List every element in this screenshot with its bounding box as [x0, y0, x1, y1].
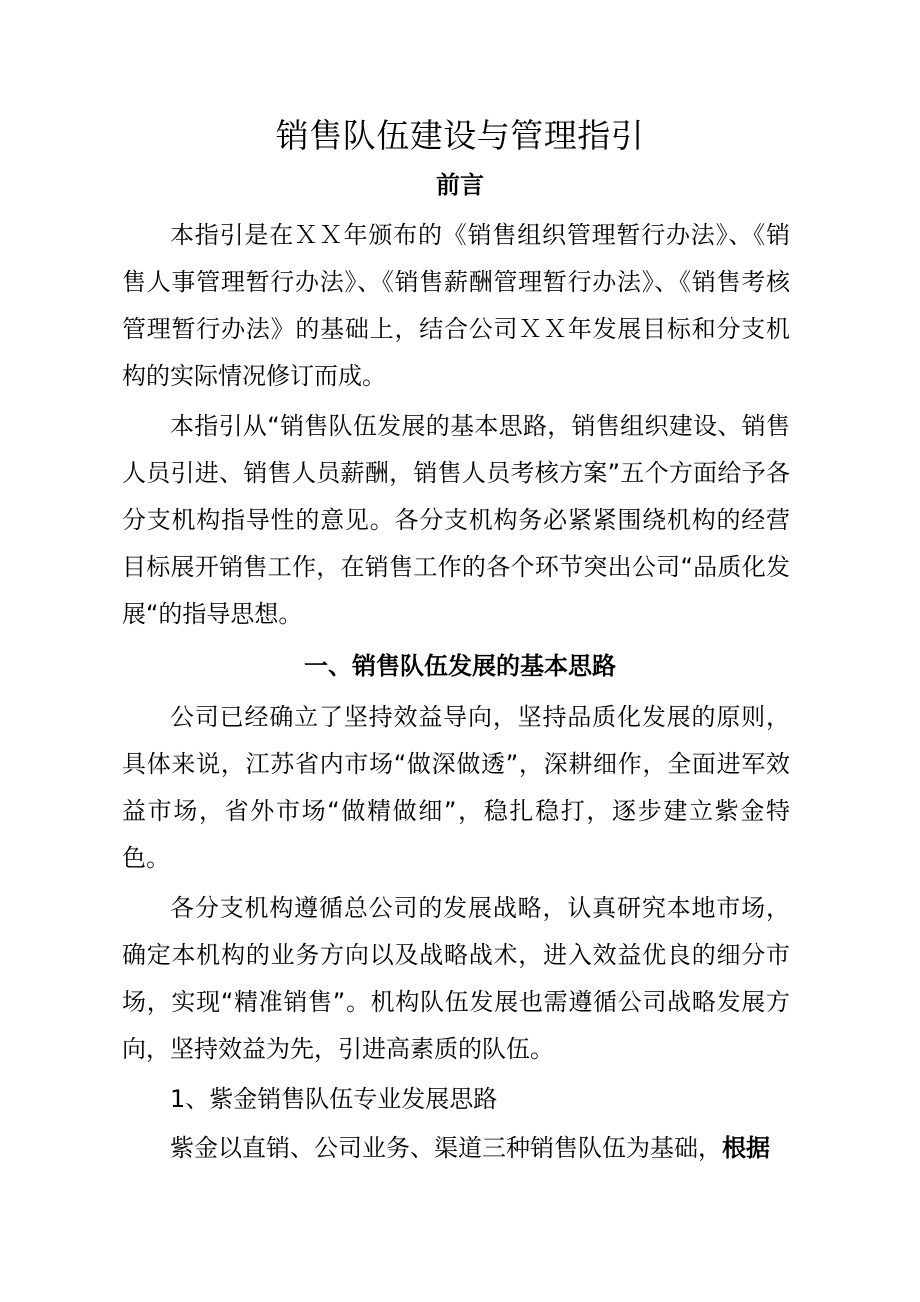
- document-title: 销售队伍建设与管理指引: [275, 116, 645, 155]
- preface-paragraph-1: 本指引是在ＸＸ年颁布的《销售组织管理暂行办法》、《销售人事管理暂行办法》、《销售薪酬管理暂行办法》、《销售考核管理暂行办法》的基础上，结合公司ＸＸ年发展目标和分支机构的实际情况修订而成。: [122, 221, 790, 390]
- preface-heading: 前言: [436, 171, 484, 199]
- section-1-paragraph-1: 公司已经确立了坚持效益导向，坚持品质化发展的原则，具体来说，江苏省内市场“做深做透”，深耕细作，全面进军效益市场，省外市场“做精做细”，稳扎稳打，逐步建立紫金特色。: [122, 703, 790, 872]
- subsection-1-paragraph: [122, 1125, 790, 1172]
- preface-paragraph-2: 本指引从“销售队伍发展的基本思路，销售组织建设、销售人员引进、销售人员薪酬，销售人员考核方案”五个方面给予各分支机构指导性的意见。各分支机构务必紧紧围绕机构的经营目标展开销售工作，在销售工作的各个环节突出公司“品质化发展“的指导思想。: [122, 412, 790, 628]
- subsection-1-paragraph-text: 紫金以直销、公司业务、渠道三种销售队伍为基础，: [170, 1134, 722, 1162]
- subsection-1-heading: 1、紫金销售队伍专业发展思路: [170, 1085, 498, 1113]
- section-1-paragraph-2: 各分支机构遵循总公司的发展战略，认真研究本地市场，确定本机构的业务方向以及战略战术，进入效益优良的细分市场，实现“精准销售”。机构队伍发展也需遵循公司战略发展方向，坚持效益为先，引进高素质的队伍。: [122, 894, 790, 1063]
- section-1-heading: 一、销售队伍发展的基本思路: [304, 652, 616, 680]
- subsection-1-paragraph-bold-text: 根据: [722, 1134, 770, 1162]
